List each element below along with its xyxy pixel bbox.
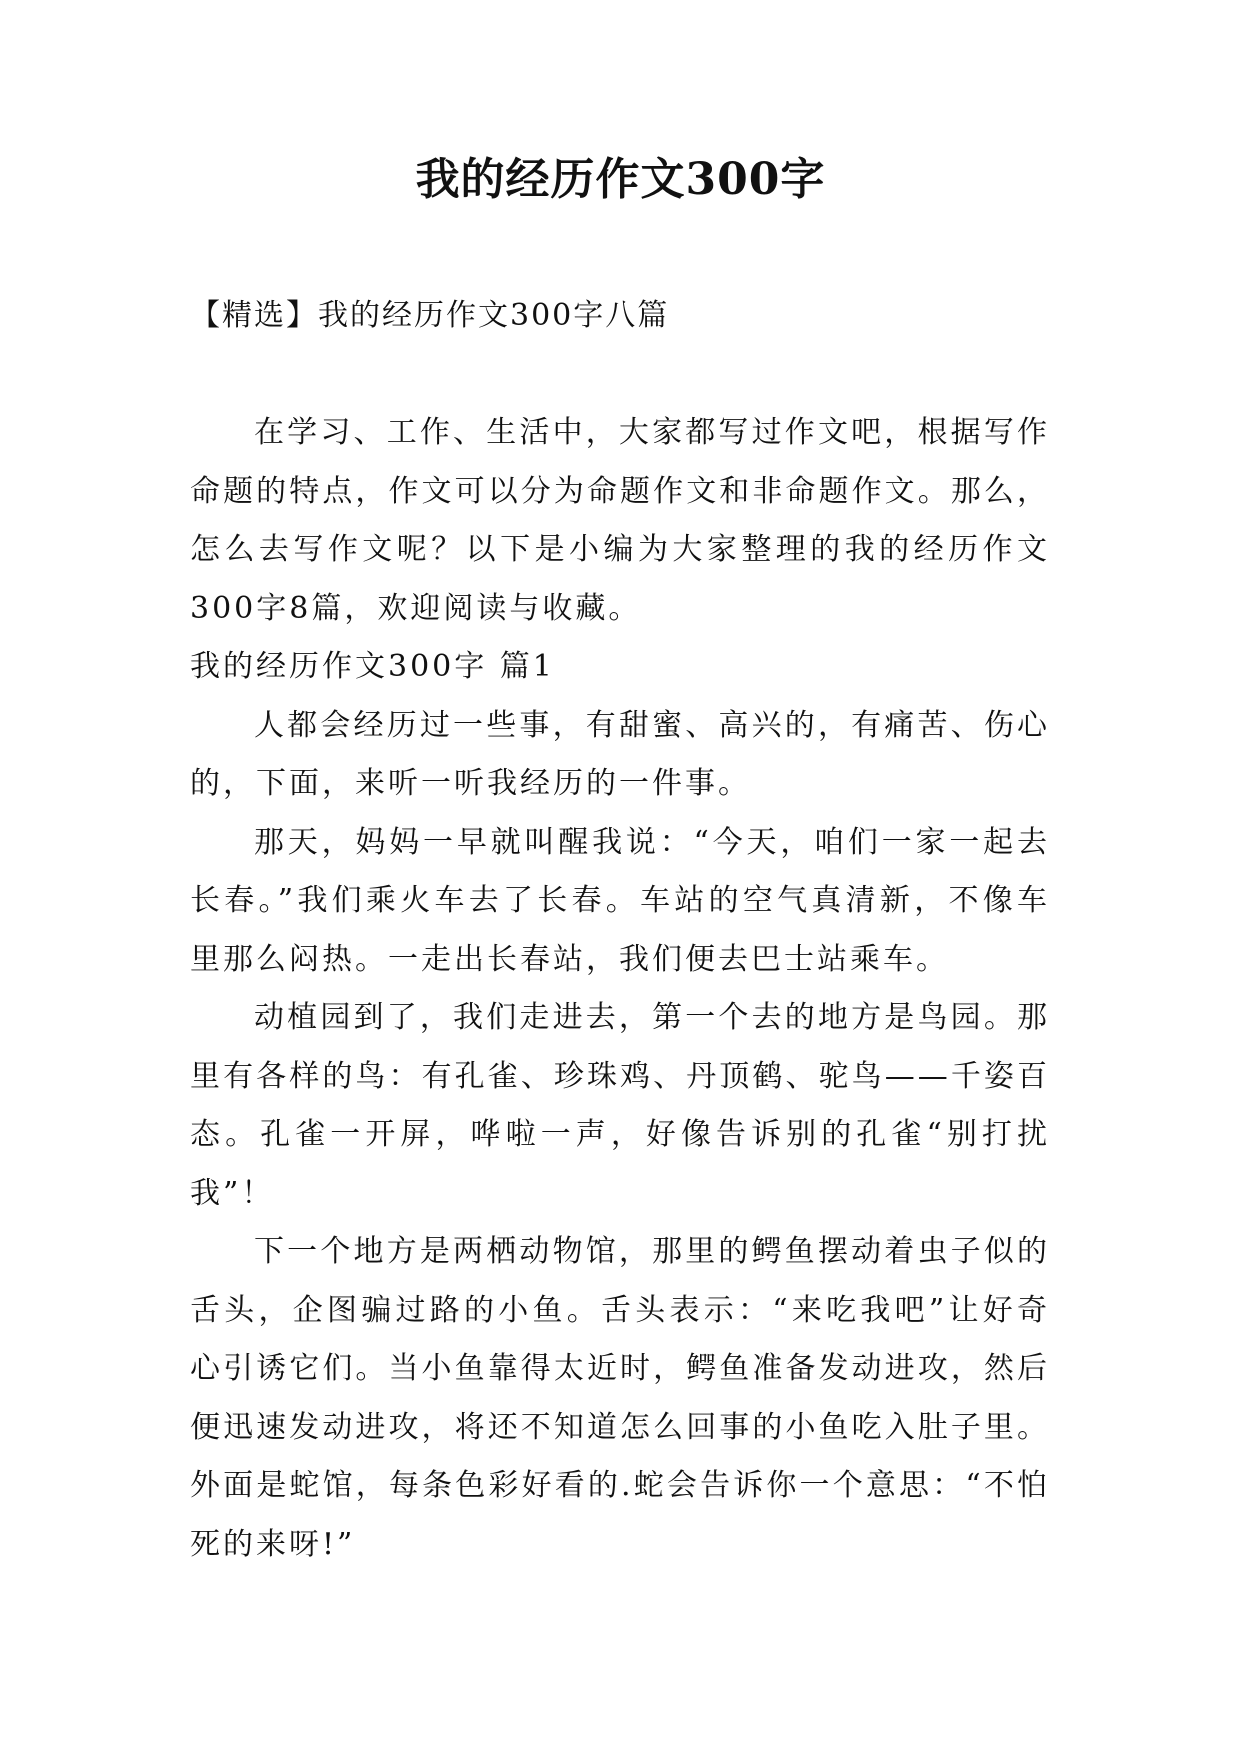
section-heading: 我的经历作文300字 篇1 [190, 649, 555, 684]
document-body [190, 404, 1050, 1574]
body-paragraph-4: 下一个地方是两栖动物馆，那里的鳄鱼摆动着虫子似的舌头，企图骗过路的小鱼。舌头表示：“来吃我吧”让好奇心引诱它们。当小鱼靠得太近时，鳄鱼准备发动进攻，然后便迅速发动进攻，将还不知道怎么回事的小鱼吃入肚子里。外面是蛇馆，每条色彩好看的.蛇会告诉你一个意思：“不怕死的来呀!” [190, 1234, 1050, 1562]
body-paragraph-1: 人都会经历过一些事，有甜蜜、高兴的，有痛苦、伤心的，下面，来听一听我经历的一件事。 [190, 707, 1050, 801]
body-paragraph-2: 那天，妈妈一早就叫醒我说：“今天，咱们一家一起去长春。”我们乘火车去了长春。车站的空气真清新，不像车里那么闷热。一走出长春站，我们便去巴士站乘车。 [190, 824, 1050, 977]
body-paragraph-3: 动植园到了，我们走进去，第一个去的地方是鸟园。那里有各样的鸟：有孔雀、珍珠鸡、丹顶鹤、驼鸟——千姿百态。孔雀一开屏，哗啦一声，好像告诉别的孔雀“别打扰我”！ [190, 1000, 1050, 1211]
intro-paragraph: 在学习、工作、生活中，大家都写过作文吧，根据写作命题的特点，作文可以分为命题作文和非命题作文。那么，怎么去写作文呢？以下是小编为大家整理的我的经历作文300字8篇，欢迎阅读与收藏。 [190, 415, 1050, 626]
document-subtitle: 【精选】我的经历作文300字八篇 [190, 298, 670, 333]
document-title: 我的经历作文300字 [415, 154, 826, 205]
